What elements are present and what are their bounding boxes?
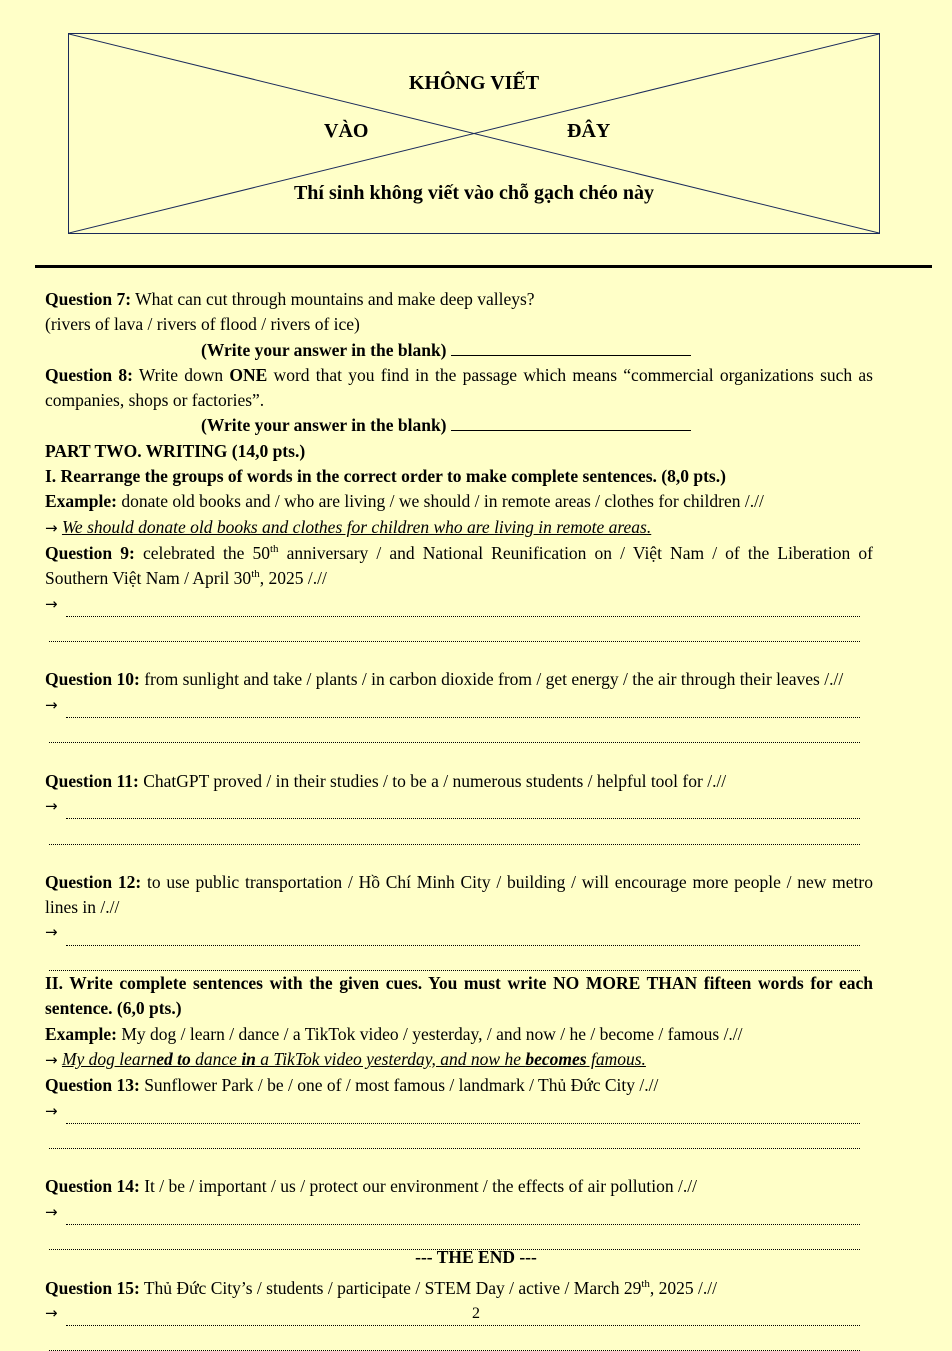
question-13: Question 13: Sunflower Park / be / one of / most famous / landmark / Thủ Đức City /.// xyxy=(45,1075,659,1096)
section-2-example-answer: → My dog learned to dance in a TikTok video yesterday, and now he becomes famous. xyxy=(45,1048,646,1069)
section-1-example: Example: donate old books and / who are living / we should / in remote areas / clothes for children /.// xyxy=(45,491,764,512)
arrow-icon: → xyxy=(45,796,58,815)
answer-line-13b[interactable] xyxy=(45,1124,873,1149)
answer-line-12a[interactable] xyxy=(45,920,873,945)
page-number: 2 xyxy=(472,1305,480,1322)
section-2-heading: II. Write complete sentences with the given cues. You must write NO MORE THAN fifteen words for each sentence. (6,0 pts.) xyxy=(45,973,873,1019)
part-two-heading: PART TWO. WRITING (14,0 pts.) xyxy=(45,440,306,461)
arrow-icon: → xyxy=(45,518,58,537)
answer-blank-7[interactable] xyxy=(451,339,691,356)
question-12: Question 12: to use public transportation / Hồ Chí Minh City / building / will encourage more people / new metro lines in /.// xyxy=(45,871,873,918)
question-7-options: (rivers of lava / rivers of flood / rivers of ice) xyxy=(45,314,360,335)
question-8-answer: (Write your answer in the blank) xyxy=(45,413,873,438)
question-8: Question 8: Write down ONE word that you find in the passage which means “commercial organizations such as companies, shops or factories”. xyxy=(45,364,873,411)
the-end: --- THE END --- xyxy=(415,1247,537,1267)
answer-line-9a[interactable] xyxy=(45,592,873,617)
arrow-icon: → xyxy=(45,1202,58,1221)
answer-line-12b[interactable] xyxy=(45,946,873,971)
arrow-icon: → xyxy=(45,594,58,613)
question-14: Question 14: It / be / important / us / protect our environment / the effects of air pollution /.// xyxy=(45,1176,697,1197)
arrow-icon: → xyxy=(45,1303,58,1322)
arrow-icon: → xyxy=(45,923,58,942)
answer-line-13a[interactable] xyxy=(45,1099,873,1124)
question-9: Question 9: celebrated the 50th anniversary / and National Reunification on / Việt Nam / of the Liberation of Southern Việt Nam / April 30th, 2025 /.// xyxy=(45,542,873,589)
answer-line-15b[interactable] xyxy=(45,1326,873,1351)
divider-rule xyxy=(35,265,932,268)
arrow-icon: → xyxy=(45,1101,58,1120)
answer-line-11a[interactable] xyxy=(45,794,873,819)
question-7: Question 7: What can cut through mountains and make deep valleys? xyxy=(45,289,535,309)
question-15: Question 15: Thủ Đức City’s / students / participate / STEM Day / active / March 29th, 2025 /.// xyxy=(45,1277,717,1298)
answer-blank-8[interactable] xyxy=(451,414,691,431)
no-write-title: KHÔNG VIẾT xyxy=(408,72,540,94)
section-1-example-answer: → We should donate old books and clothes for children who are living in remote areas. xyxy=(45,516,652,537)
question-11: Question 11: ChatGPT proved / in their studies / to be a / numerous students / helpful tool for /.// xyxy=(45,770,727,791)
answer-line-10a[interactable] xyxy=(45,693,873,718)
answer-line-9b[interactable] xyxy=(45,617,873,642)
arrow-icon: → xyxy=(45,695,58,714)
no-write-left: VÀO xyxy=(324,120,369,142)
answer-line-11b[interactable] xyxy=(45,819,873,844)
exam-content xyxy=(45,287,873,1351)
no-write-box xyxy=(68,33,880,234)
question-7-answer: (Write your answer in the blank) xyxy=(45,338,873,363)
arrow-icon: → xyxy=(45,1050,58,1069)
question-10: Question 10: from sunlight and take / plants / in carbon dioxide from / get energy / the air through their leaves /.// xyxy=(45,669,844,690)
answer-line-14a[interactable] xyxy=(45,1200,873,1225)
section-1-heading: I. Rearrange the groups of words in the correct order to make complete sentences. (8,0 pts.) xyxy=(45,466,726,487)
no-write-note: Thí sinh không viết vào chỗ gạch chéo này xyxy=(293,182,655,204)
section-2-example: Example: My dog / learn / dance / a TikTok video / yesterday, / and now / he / become / famous /.// xyxy=(45,1023,743,1044)
no-write-right: ĐÂY xyxy=(567,120,611,142)
answer-line-10b[interactable] xyxy=(45,718,873,743)
